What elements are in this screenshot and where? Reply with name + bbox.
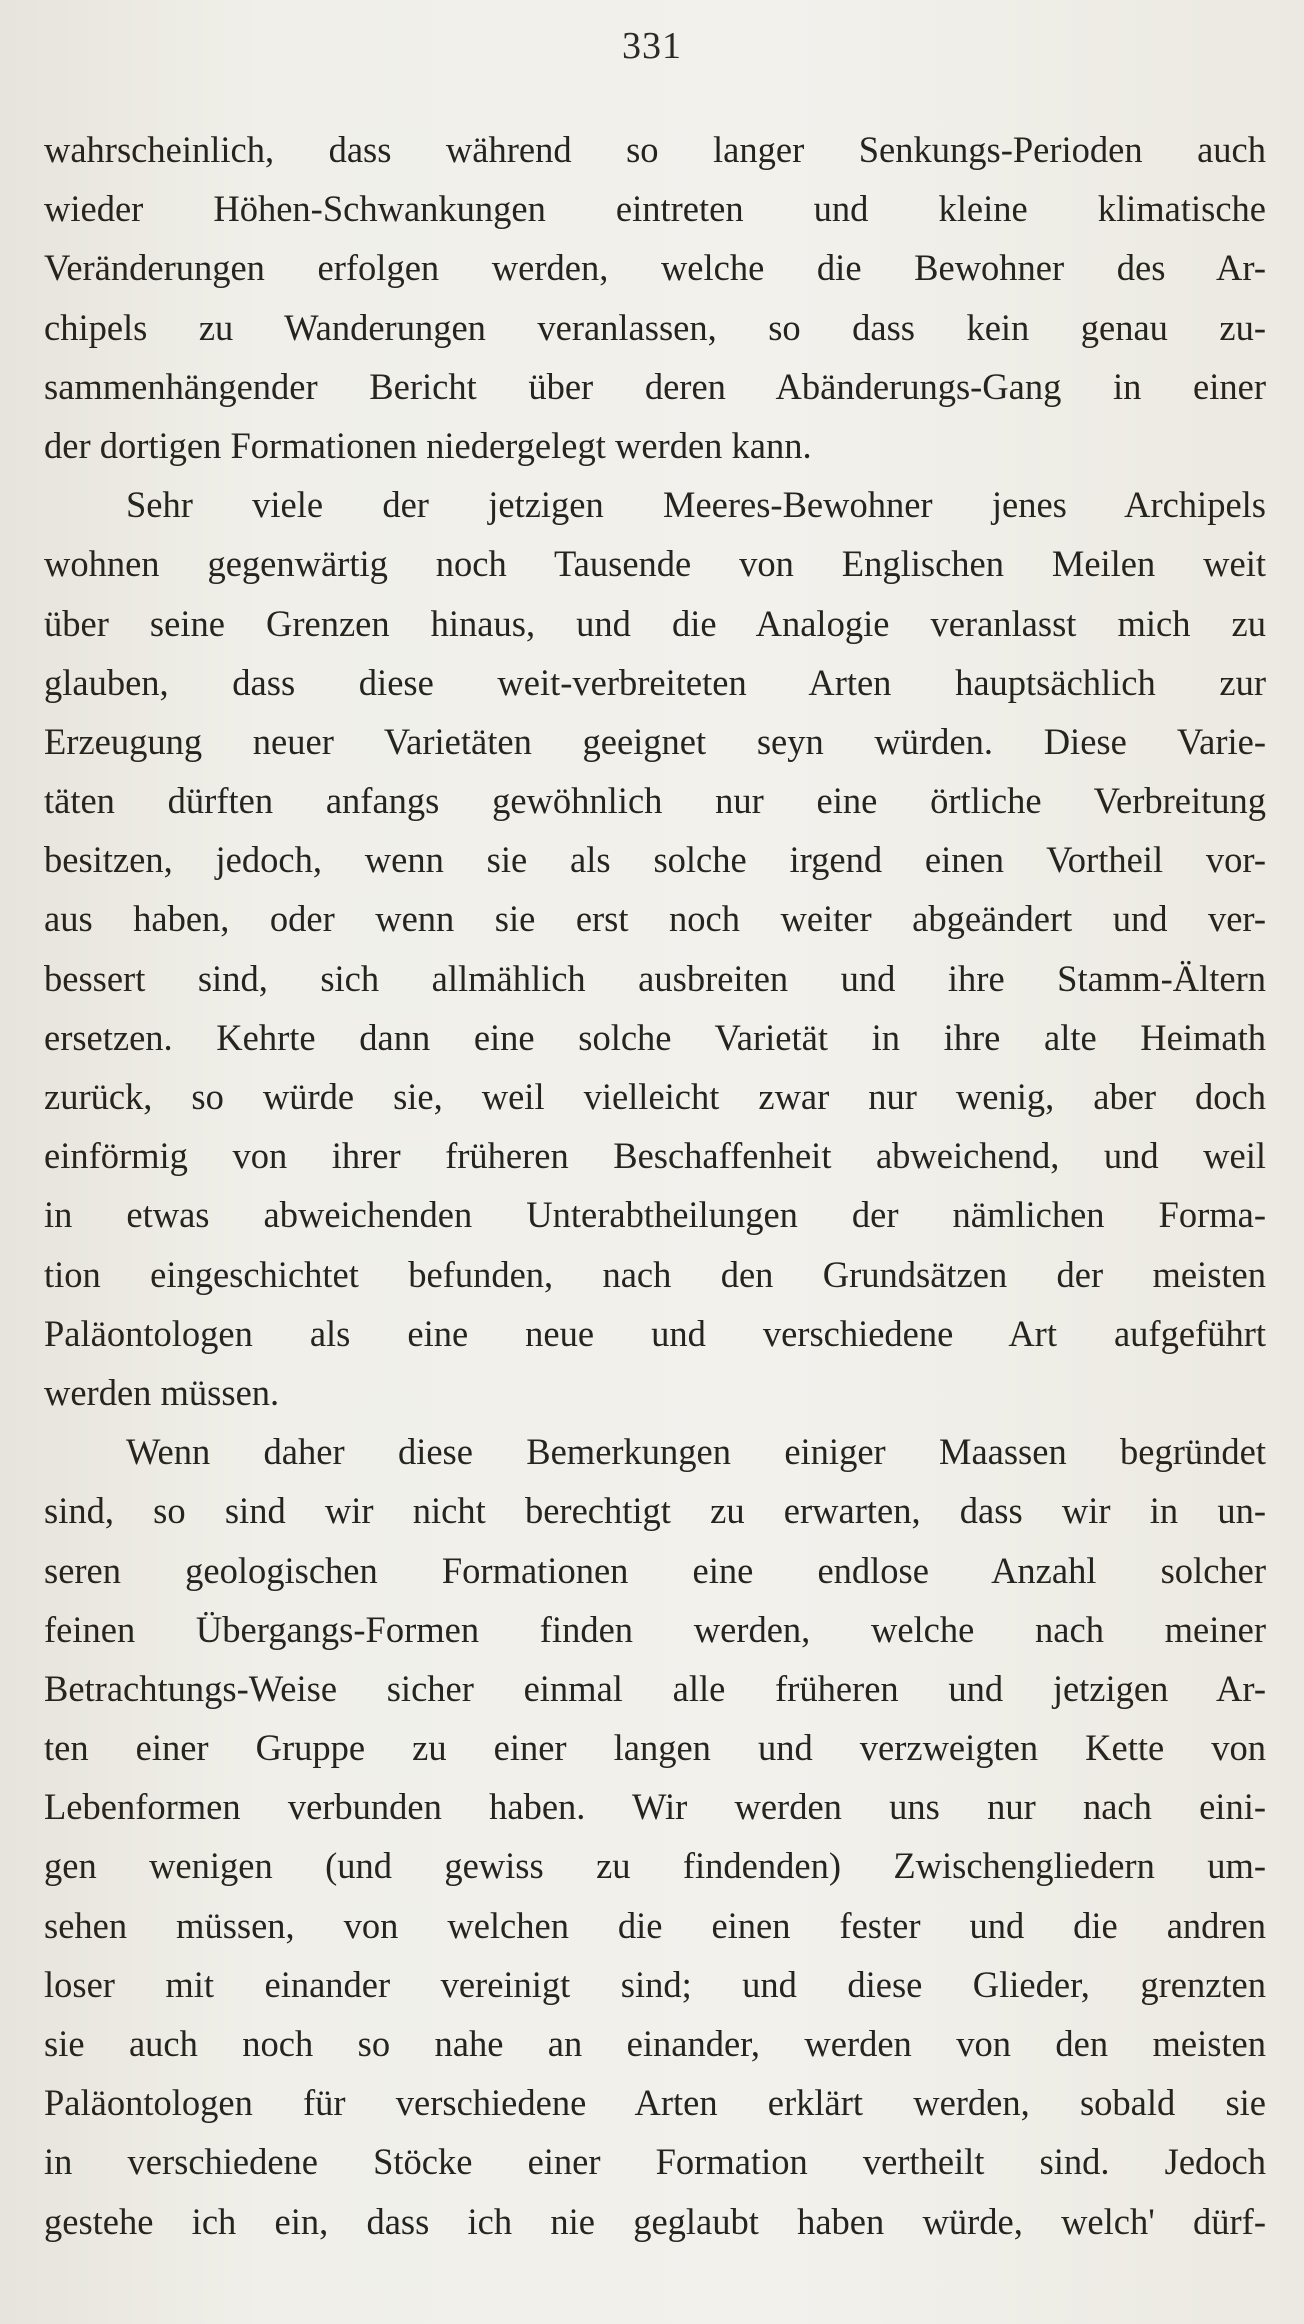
- text-line: einförmig von ihrer früheren Beschaffenheit abweichend, und weil: [44, 1135, 1266, 1177]
- text-line: wohnen gegenwärtig noch Tausende von Englischen Meilen weit: [44, 543, 1266, 585]
- text-line: über seine Grenzen hinaus, und die Analogie veranlasst mich zu: [44, 602, 1266, 644]
- text-line: täten dürften anfangs gewöhnlich nur eine örtliche Verbreitung: [44, 780, 1266, 822]
- text-line: chipels zu Wanderungen veranlassen, so dass kein genau zu-: [44, 306, 1266, 348]
- text-line: der dortigen Formationen niedergelegt werden kann.: [44, 424, 812, 466]
- page-number: 331: [622, 25, 682, 67]
- text-line: Paläontologen für verschiedene Arten erklärt werden, sobald sie: [44, 2082, 1266, 2124]
- text-line: sind, so sind wir nicht berechtigt zu erwarten, dass wir in un-: [44, 1490, 1266, 1532]
- body-text: [44, 120, 1266, 2251]
- text-line: zurück, so würde sie, weil vielleicht zwar nur wenig, aber doch: [44, 1076, 1266, 1117]
- text-line: ersetzen. Kehrte dann eine solche Varietät in ihre alte Heimath: [44, 1016, 1266, 1058]
- text-line: in etwas abweichenden Unterabtheilungen der nämlichen Forma-: [44, 1194, 1266, 1236]
- text-line: gestehe ich ein, dass ich nie geglaubt haben würde, welch' dürf-: [44, 2200, 1266, 2242]
- text-line: sehen müssen, von welchen die einen fester und die andren: [44, 1904, 1266, 1946]
- text-line: ten einer Gruppe zu einer langen und verzweigten Kette von: [44, 1727, 1266, 1769]
- text-line: Veränderungen erfolgen werden, welche die Bewohner des Ar-: [44, 247, 1266, 289]
- text-line: aus haben, oder wenn sie erst noch weiter abgeändert und ver-: [44, 898, 1266, 940]
- text-line: seren geologischen Formationen eine endlose Anzahl solcher: [44, 1549, 1266, 1591]
- text-line: wahrscheinlich, dass während so langer Senkungs-Perioden auch: [44, 129, 1266, 170]
- text-line: sammenhängender Bericht über deren Abänderungs-Gang in einer: [44, 365, 1266, 407]
- text-line: Erzeugung neuer Varietäten geeignet seyn würden. Diese Varie-: [44, 720, 1266, 762]
- text-line: Wenn daher diese Bemerkungen einiger Maassen begründet: [126, 1431, 1266, 1473]
- text-line: bessert sind, sich allmählich ausbreiten und ihre Stamm-Ältern: [44, 957, 1266, 999]
- text-line: besitzen, jedoch, wenn sie als solche irgend einen Vortheil vor-: [44, 839, 1266, 881]
- text-line: wieder Höhen-Schwankungen eintreten und kleine klimatische: [44, 188, 1266, 230]
- text-line: sie auch noch so nahe an einander, werden von den meisten: [44, 2023, 1266, 2064]
- text-line: tion eingeschichtet befunden, nach den Grundsätzen der meisten: [44, 1253, 1266, 1295]
- text-line: Lebenformen verbunden haben. Wir werden uns nur nach eini-: [44, 1786, 1266, 1828]
- text-line: Sehr viele der jetzigen Meeres-Bewohner jenes Archipels: [126, 484, 1266, 526]
- text-line: gen wenigen (und gewiss zu findenden) Zwischengliedern um-: [44, 1845, 1266, 1887]
- text-line: werden müssen.: [44, 1371, 280, 1413]
- text-line: in verschiedene Stöcke einer Formation vertheilt sind. Jedoch: [44, 2141, 1266, 2183]
- text-line: Betrachtungs-Weise sicher einmal alle früheren und jetzigen Ar-: [44, 1667, 1266, 1709]
- text-line: loser mit einander vereinigt sind; und diese Glieder, grenzten: [44, 1963, 1266, 2005]
- text-line: Paläontologen als eine neue und verschiedene Art aufgeführt: [44, 1312, 1266, 1354]
- text-line: glauben, dass diese weit-verbreiteten Arten hauptsächlich zur: [44, 661, 1266, 703]
- text-line: feinen Übergangs-Formen finden werden, welche nach meiner: [44, 1608, 1266, 1650]
